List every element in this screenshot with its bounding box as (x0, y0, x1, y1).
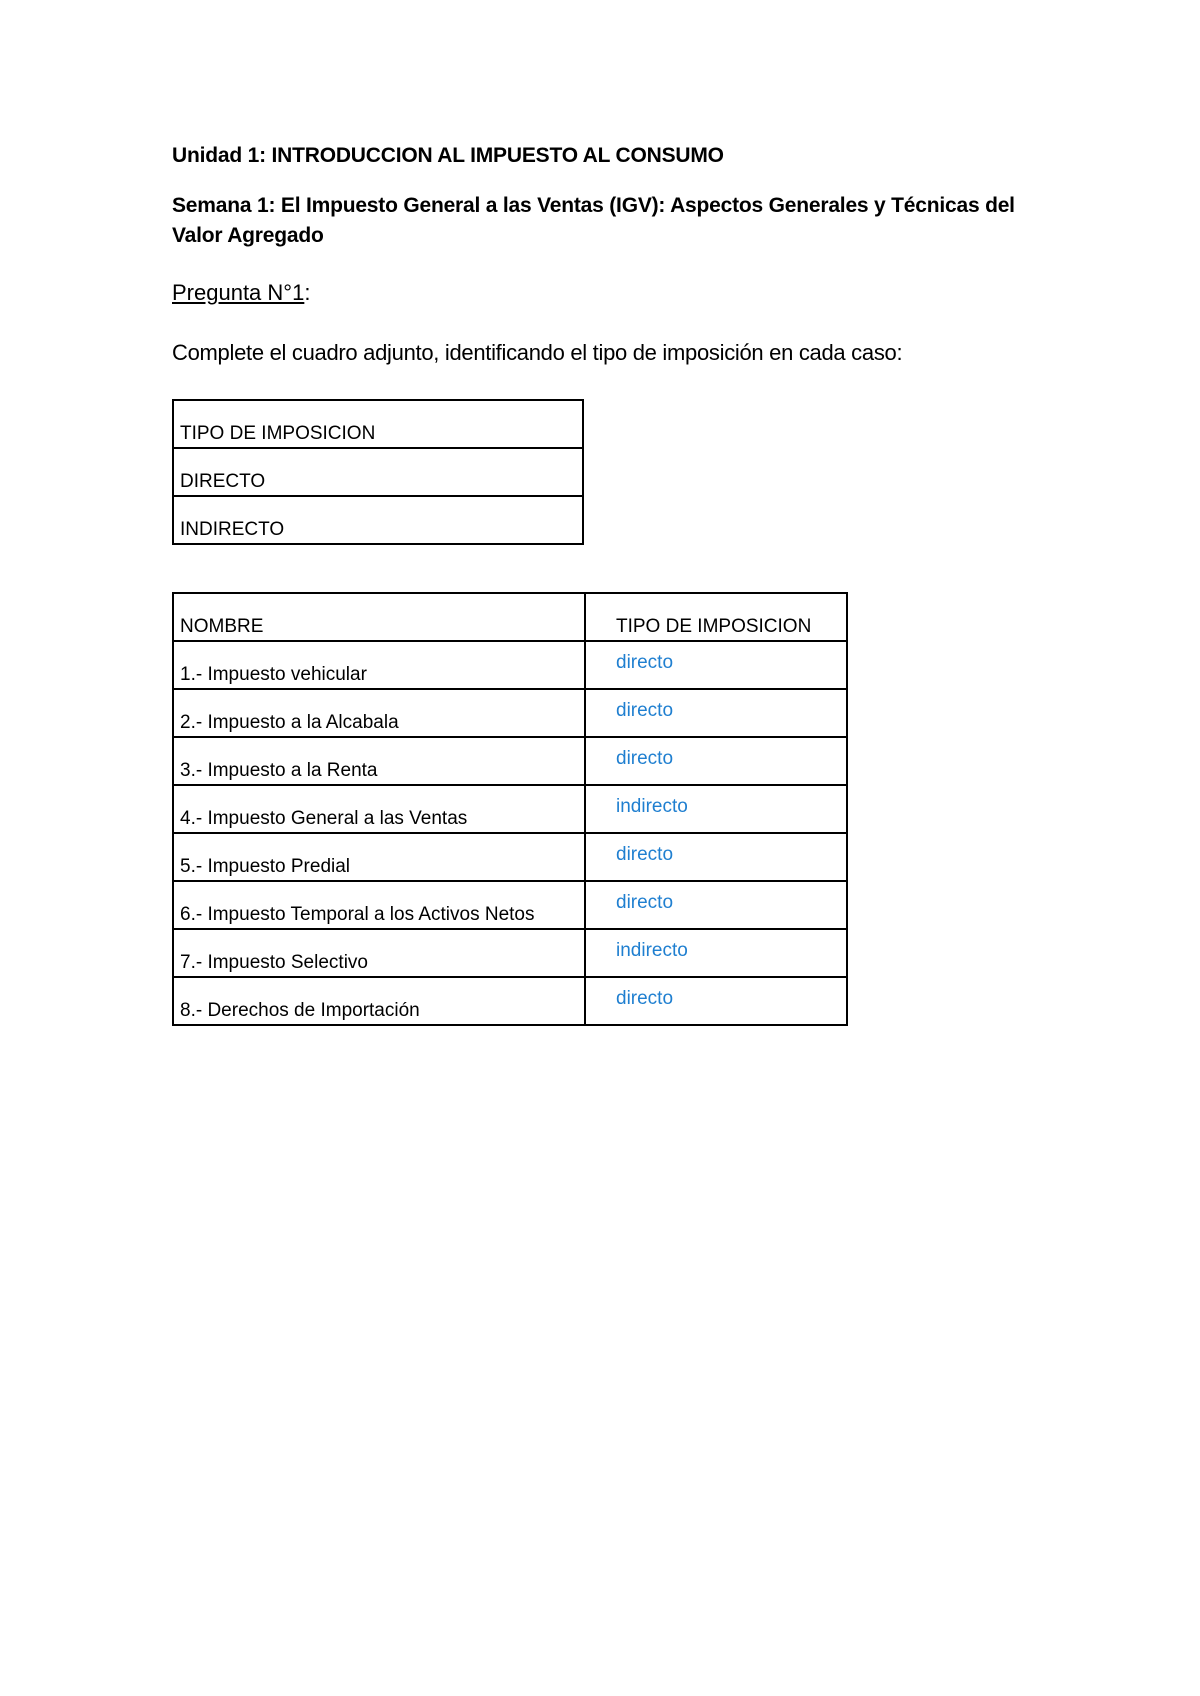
answer-cell: directo (585, 737, 847, 785)
table-row (173, 689, 847, 737)
answer-cell: directo (585, 881, 847, 929)
tax-name-cell: 4.- Impuesto General a las Ventas (173, 785, 585, 833)
table-row (173, 400, 583, 448)
table-row (173, 448, 583, 496)
table-row (173, 496, 583, 544)
answer-cell: directo (585, 641, 847, 689)
table-row (173, 833, 847, 881)
question-label-text: Pregunta N°1 (172, 280, 305, 305)
tax-name-cell: 1.- Impuesto vehicular (173, 641, 585, 689)
tax-name-cell: 2.- Impuesto a la Alcabala (173, 689, 585, 737)
types-table-cell: DIRECTO (173, 448, 583, 496)
tax-name-cell: 5.- Impuesto Predial (173, 833, 585, 881)
answer-cell: directo (585, 833, 847, 881)
header-name: NOMBRE (173, 593, 585, 641)
types-table-cell: INDIRECTO (173, 496, 583, 544)
answer-cell: directo (585, 977, 847, 1025)
tax-name-cell: 8.- Derechos de Importación (173, 977, 585, 1025)
week-title: Semana 1: El Impuesto General a las Ventas (IGV): Aspectos Generales y Técnicas del Valor Agregado (172, 194, 1015, 247)
tax-name-cell: 3.- Impuesto a la Renta (173, 737, 585, 785)
table-row (173, 881, 847, 929)
types-table-header: TIPO DE IMPOSICION (173, 400, 583, 448)
tax-name-cell: 7.- Impuesto Selectivo (173, 929, 585, 977)
table-row (173, 737, 847, 785)
table-header-row (173, 593, 847, 641)
taxes-table (172, 592, 848, 1026)
header-imposition-type: TIPO DE IMPOSICION (585, 593, 847, 641)
table-row (173, 785, 847, 833)
tax-name-cell: 6.- Impuesto Temporal a los Activos Netos (173, 881, 585, 929)
unit-title: Unidad 1: INTRODUCCION AL IMPUESTO AL CONSUMO (172, 144, 724, 167)
answer-cell: directo (585, 689, 847, 737)
instruction-text: Complete el cuadro adjunto, identificando el tipo de imposición en cada caso: (172, 340, 903, 365)
question-label-colon: : (304, 280, 311, 305)
table-row (173, 977, 847, 1025)
question-label (172, 280, 310, 306)
table-row (173, 929, 847, 977)
table-row (173, 641, 847, 689)
answer-cell: indirecto (585, 929, 847, 977)
imposition-types-table (172, 399, 584, 545)
answer-cell: indirecto (585, 785, 847, 833)
